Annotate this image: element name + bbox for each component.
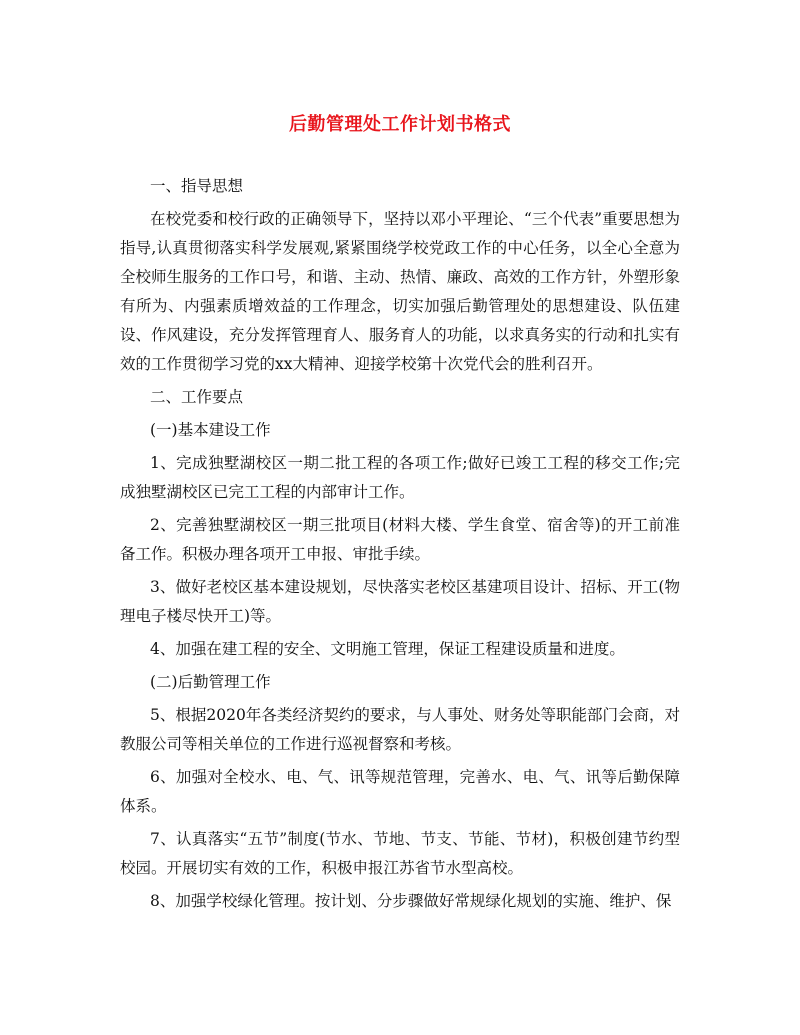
list-item-7: 7、认真落实“五节”制度(节水、节地、节支、节能、节材)，积极创建节约型校园。开展切实有效的工作，积极申报江苏省节水型高校。 bbox=[120, 830, 680, 877]
subsection-heading-logistics: (二)后勤管理工作 bbox=[150, 673, 271, 691]
list-item-3: 3、做好老校区基本建设规划，尽快落实老校区基建项目设计、招标、开工(物理电子楼尽快开工)等。 bbox=[120, 578, 680, 625]
section-heading-work-points: 二、工作要点 bbox=[150, 388, 244, 406]
document-body bbox=[120, 170, 680, 918]
paragraph-guiding-thought: 在校党委和校行政的正确领导下，坚持以邓小平理论、“三个代表”重要思想为指导,认真贯彻落实科学发展观,紧紧围绕学校党政工作的中心任务，以全心全意为全校师生服务的工作口号，和谐、主动、热情、廉政、高效的工作方针，外塑形象有所为、内强素质增效益的工作理念，切实加强后勤管理处的思想建设、队伍建设、作风建设，充分发挥管理育人、服务育人的功能，以求真务实的行动和扎实有效的工作贯彻学习党的xx大精神、迎接学校第十次党代会的胜利召开。 bbox=[120, 210, 680, 373]
list-item-6: 6、加强对全校水、电、气、讯等规范管理，完善水、电、气、讯等后勤保障体系。 bbox=[120, 768, 680, 815]
subsection-heading-construction: (一)基本建设工作 bbox=[150, 421, 271, 439]
list-item-4: 4、加强在建工程的安全、文明施工管理，保证工程建设质量和进度。 bbox=[150, 640, 625, 658]
list-item-8: 8、加强学校绿化管理。按计划、分步骤做好常规绿化规划的实施、维护、保 bbox=[150, 892, 672, 910]
document-title: 后勤管理处工作计划书格式 bbox=[289, 114, 511, 135]
list-item-1: 1、完成独墅湖校区一期二批工程的各项工作;做好已竣工工程的移交工作;完成独墅湖校区已完工工程的内部审计工作。 bbox=[120, 454, 680, 501]
list-item-2: 2、完善独墅湖校区一期三批项目(材料大楼、学生食堂、宿舍等)的开工前准备工作。积极办理各项开工申报、审批手续。 bbox=[120, 516, 680, 563]
list-item-5: 5、根据2020年各类经济契约的要求，与人事处、财务处等职能部门会商，对教服公司等相关单位的工作进行巡视督察和考核。 bbox=[120, 706, 680, 753]
section-heading-guiding-thought: 一、指导思想 bbox=[150, 177, 244, 195]
